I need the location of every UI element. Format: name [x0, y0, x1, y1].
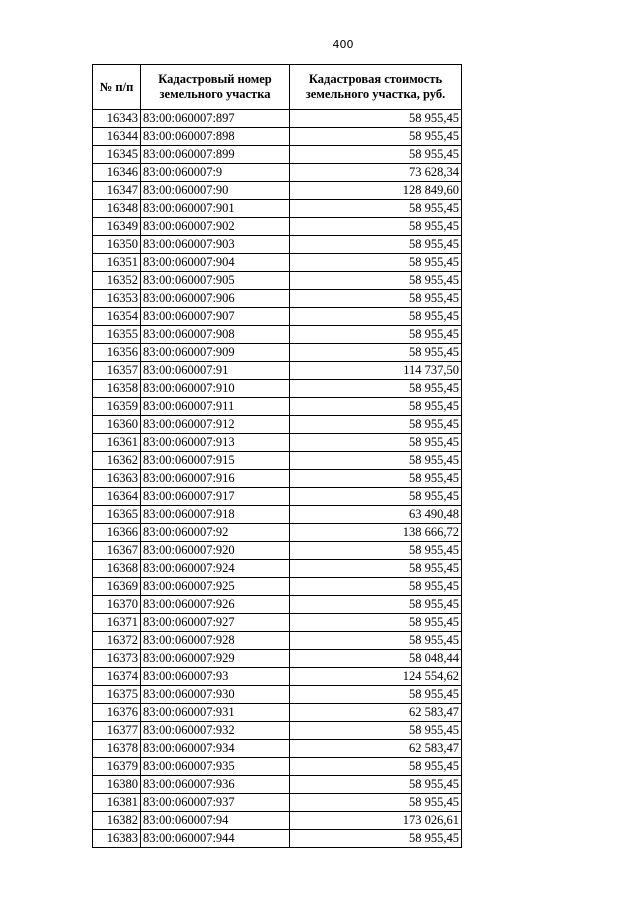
cadastral-value-cell: 58 955,45 [290, 290, 462, 308]
row-index-cell: 16357 [93, 362, 141, 380]
table-row [93, 506, 462, 524]
row-index-cell: 16358 [93, 380, 141, 398]
row-index-cell: 16355 [93, 326, 141, 344]
cadastral-number-cell: 83:00:060007:930 [141, 686, 290, 704]
table-row [93, 560, 462, 578]
row-index-cell: 16360 [93, 416, 141, 434]
table-row [93, 272, 462, 290]
table-row [93, 308, 462, 326]
cadastral-number-cell: 83:00:060007:917 [141, 488, 290, 506]
row-index-cell: 16364 [93, 488, 141, 506]
cadastral-number-cell: 83:00:060007:9 [141, 164, 290, 182]
row-index-cell: 16367 [93, 542, 141, 560]
table-row [93, 596, 462, 614]
cadastral-number-cell: 83:00:060007:91 [141, 362, 290, 380]
row-index-cell: 16362 [93, 452, 141, 470]
row-index-cell: 16375 [93, 686, 141, 704]
cadastral-number-cell: 83:00:060007:944 [141, 830, 290, 848]
cadastral-value-cell: 58 955,45 [290, 470, 462, 488]
table-row [93, 416, 462, 434]
cadastral-number-cell: 83:00:060007:908 [141, 326, 290, 344]
row-index-cell: 16356 [93, 344, 141, 362]
cadastral-value-cell: 58 955,45 [290, 578, 462, 596]
cadastral-value-cell: 58 955,45 [290, 326, 462, 344]
cadastral-value-cell: 58 955,45 [290, 452, 462, 470]
table-row [93, 632, 462, 650]
table-row [93, 470, 462, 488]
table-row [93, 362, 462, 380]
cadastral-value-cell: 58 955,45 [290, 830, 462, 848]
cadastral-number-cell: 83:00:060007:931 [141, 704, 290, 722]
column-header-index: № п/п [93, 65, 141, 110]
page-number: 400 [332, 38, 354, 51]
cadastral-number-cell: 83:00:060007:913 [141, 434, 290, 452]
table-header-row [93, 65, 462, 110]
cadastral-number-cell: 83:00:060007:934 [141, 740, 290, 758]
table-row [93, 668, 462, 686]
cadastral-number-cell: 83:00:060007:920 [141, 542, 290, 560]
table-row [93, 164, 462, 182]
row-index-cell: 16347 [93, 182, 141, 200]
row-index-cell: 16378 [93, 740, 141, 758]
cadastral-number-cell: 83:00:060007:899 [141, 146, 290, 164]
cadastral-number-cell: 83:00:060007:936 [141, 776, 290, 794]
cadastral-value-cell: 58 955,45 [290, 398, 462, 416]
cadastral-value-cell: 138 666,72 [290, 524, 462, 542]
cadastral-number-cell: 83:00:060007:903 [141, 236, 290, 254]
cadastral-value-cell: 58 955,45 [290, 434, 462, 452]
table-row [93, 146, 462, 164]
cadastral-value-cell: 58 955,45 [290, 146, 462, 164]
row-index-cell: 16351 [93, 254, 141, 272]
cadastral-number-cell: 83:00:060007:929 [141, 650, 290, 668]
table-row [93, 776, 462, 794]
cadastral-value-cell: 58 955,45 [290, 416, 462, 434]
cadastral-number-cell: 83:00:060007:94 [141, 812, 290, 830]
cadastral-value-cell: 58 955,45 [290, 614, 462, 632]
table-row [93, 434, 462, 452]
cadastral-value-cell: 58 955,45 [290, 236, 462, 254]
table-row [93, 398, 462, 416]
table-row [93, 182, 462, 200]
table-row [93, 488, 462, 506]
cadastral-value-cell: 58 955,45 [290, 110, 462, 128]
cadastral-number-cell: 83:00:060007:935 [141, 758, 290, 776]
row-index-cell: 16359 [93, 398, 141, 416]
cadastral-value-cell: 128 849,60 [290, 182, 462, 200]
table-row [93, 344, 462, 362]
cadastral-value-cell: 58 955,45 [290, 218, 462, 236]
cadastral-number-cell: 83:00:060007:924 [141, 560, 290, 578]
cadastral-number-cell: 83:00:060007:904 [141, 254, 290, 272]
table-row [93, 128, 462, 146]
table-row [93, 794, 462, 812]
row-index-cell: 16363 [93, 470, 141, 488]
cadastral-value-cell: 58 955,45 [290, 128, 462, 146]
cadastral-value-cell: 62 583,47 [290, 740, 462, 758]
cadastral-number-cell: 83:00:060007:937 [141, 794, 290, 812]
cadastral-number-cell: 83:00:060007:897 [141, 110, 290, 128]
row-index-cell: 16365 [93, 506, 141, 524]
column-header-cadastral-value: Кадастровая стоимость земельного участка, руб. [290, 65, 462, 110]
table-row [93, 254, 462, 272]
row-index-cell: 16348 [93, 200, 141, 218]
cadastral-value-cell: 62 583,47 [290, 704, 462, 722]
row-index-cell: 16370 [93, 596, 141, 614]
table-row [93, 614, 462, 632]
table-row [93, 704, 462, 722]
row-index-cell: 16380 [93, 776, 141, 794]
cadastral-value-cell: 58 955,45 [290, 722, 462, 740]
cadastral-number-cell: 83:00:060007:932 [141, 722, 290, 740]
table-body [93, 110, 462, 848]
cadastral-number-cell: 83:00:060007:901 [141, 200, 290, 218]
row-index-cell: 16377 [93, 722, 141, 740]
table-row [93, 542, 462, 560]
cadastral-value-cell: 63 490,48 [290, 506, 462, 524]
row-index-cell: 16381 [93, 794, 141, 812]
table-row [93, 758, 462, 776]
row-index-cell: 16372 [93, 632, 141, 650]
cadastral-value-cell: 58 955,45 [290, 758, 462, 776]
table-row [93, 200, 462, 218]
row-index-cell: 16352 [93, 272, 141, 290]
cadastral-number-cell: 83:00:060007:912 [141, 416, 290, 434]
cadastral-number-cell: 83:00:060007:928 [141, 632, 290, 650]
cadastral-value-cell: 58 955,45 [290, 380, 462, 398]
row-index-cell: 16369 [93, 578, 141, 596]
cadastral-value-cell: 58 955,45 [290, 488, 462, 506]
table-row [93, 722, 462, 740]
cadastral-value-cell: 58 955,45 [290, 776, 462, 794]
cadastral-value-cell: 58 955,45 [290, 344, 462, 362]
row-index-cell: 16353 [93, 290, 141, 308]
table-row [93, 524, 462, 542]
cadastral-number-cell: 83:00:060007:915 [141, 452, 290, 470]
cadastral-number-cell: 83:00:060007:909 [141, 344, 290, 362]
row-index-cell: 16344 [93, 128, 141, 146]
row-index-cell: 16382 [93, 812, 141, 830]
table-row [93, 650, 462, 668]
row-index-cell: 16346 [93, 164, 141, 182]
cadastral-value-cell: 58 955,45 [290, 308, 462, 326]
column-header-cadastral-number: Кадастровый номер земельного участка [141, 65, 290, 110]
table-row [93, 110, 462, 128]
table-row [93, 740, 462, 758]
row-index-cell: 16379 [93, 758, 141, 776]
cadastral-number-cell: 83:00:060007:907 [141, 308, 290, 326]
table-row [93, 452, 462, 470]
table-row [93, 812, 462, 830]
cadastral-value-cell: 58 955,45 [290, 272, 462, 290]
cadastral-value-cell: 58 955,45 [290, 542, 462, 560]
table-row [93, 326, 462, 344]
cadastral-number-cell: 83:00:060007:927 [141, 614, 290, 632]
table-row [93, 686, 462, 704]
row-index-cell: 16343 [93, 110, 141, 128]
cadastral-value-cell: 58 955,45 [290, 200, 462, 218]
row-index-cell: 16376 [93, 704, 141, 722]
cadastral-value-cell: 124 554,62 [290, 668, 462, 686]
table-row [93, 236, 462, 254]
cadastral-value-cell: 173 026,61 [290, 812, 462, 830]
cadastral-value-cell: 114 737,50 [290, 362, 462, 380]
cadastral-value-cell: 58 955,45 [290, 596, 462, 614]
cadastral-value-cell: 58 955,45 [290, 560, 462, 578]
table-row [93, 290, 462, 308]
cadastral-number-cell: 83:00:060007:910 [141, 380, 290, 398]
row-index-cell: 16371 [93, 614, 141, 632]
row-index-cell: 16345 [93, 146, 141, 164]
cadastral-value-cell: 58 955,45 [290, 686, 462, 704]
cadastral-number-cell: 83:00:060007:918 [141, 506, 290, 524]
table-row [93, 218, 462, 236]
row-index-cell: 16361 [93, 434, 141, 452]
row-index-cell: 16368 [93, 560, 141, 578]
cadastral-number-cell: 83:00:060007:926 [141, 596, 290, 614]
cadastral-value-cell: 58 955,45 [290, 254, 462, 272]
cadastral-number-cell: 83:00:060007:911 [141, 398, 290, 416]
cadastral-number-cell: 83:00:060007:906 [141, 290, 290, 308]
cadastral-value-cell: 58 955,45 [290, 632, 462, 650]
cadastral-number-cell: 83:00:060007:916 [141, 470, 290, 488]
row-index-cell: 16374 [93, 668, 141, 686]
cadastral-number-cell: 83:00:060007:92 [141, 524, 290, 542]
row-index-cell: 16366 [93, 524, 141, 542]
cadastral-value-table [92, 64, 462, 848]
row-index-cell: 16383 [93, 830, 141, 848]
cadastral-number-cell: 83:00:060007:93 [141, 668, 290, 686]
cadastral-number-cell: 83:00:060007:902 [141, 218, 290, 236]
cadastral-number-cell: 83:00:060007:90 [141, 182, 290, 200]
cadastral-value-cell: 58 955,45 [290, 794, 462, 812]
row-index-cell: 16349 [93, 218, 141, 236]
row-index-cell: 16373 [93, 650, 141, 668]
table-row [93, 380, 462, 398]
cadastral-number-cell: 83:00:060007:925 [141, 578, 290, 596]
row-index-cell: 16354 [93, 308, 141, 326]
cadastral-number-cell: 83:00:060007:898 [141, 128, 290, 146]
cadastral-number-cell: 83:00:060007:905 [141, 272, 290, 290]
row-index-cell: 16350 [93, 236, 141, 254]
table-row [93, 830, 462, 848]
cadastral-value-cell: 58 048,44 [290, 650, 462, 668]
table-row [93, 578, 462, 596]
cadastral-value-cell: 73 628,34 [290, 164, 462, 182]
